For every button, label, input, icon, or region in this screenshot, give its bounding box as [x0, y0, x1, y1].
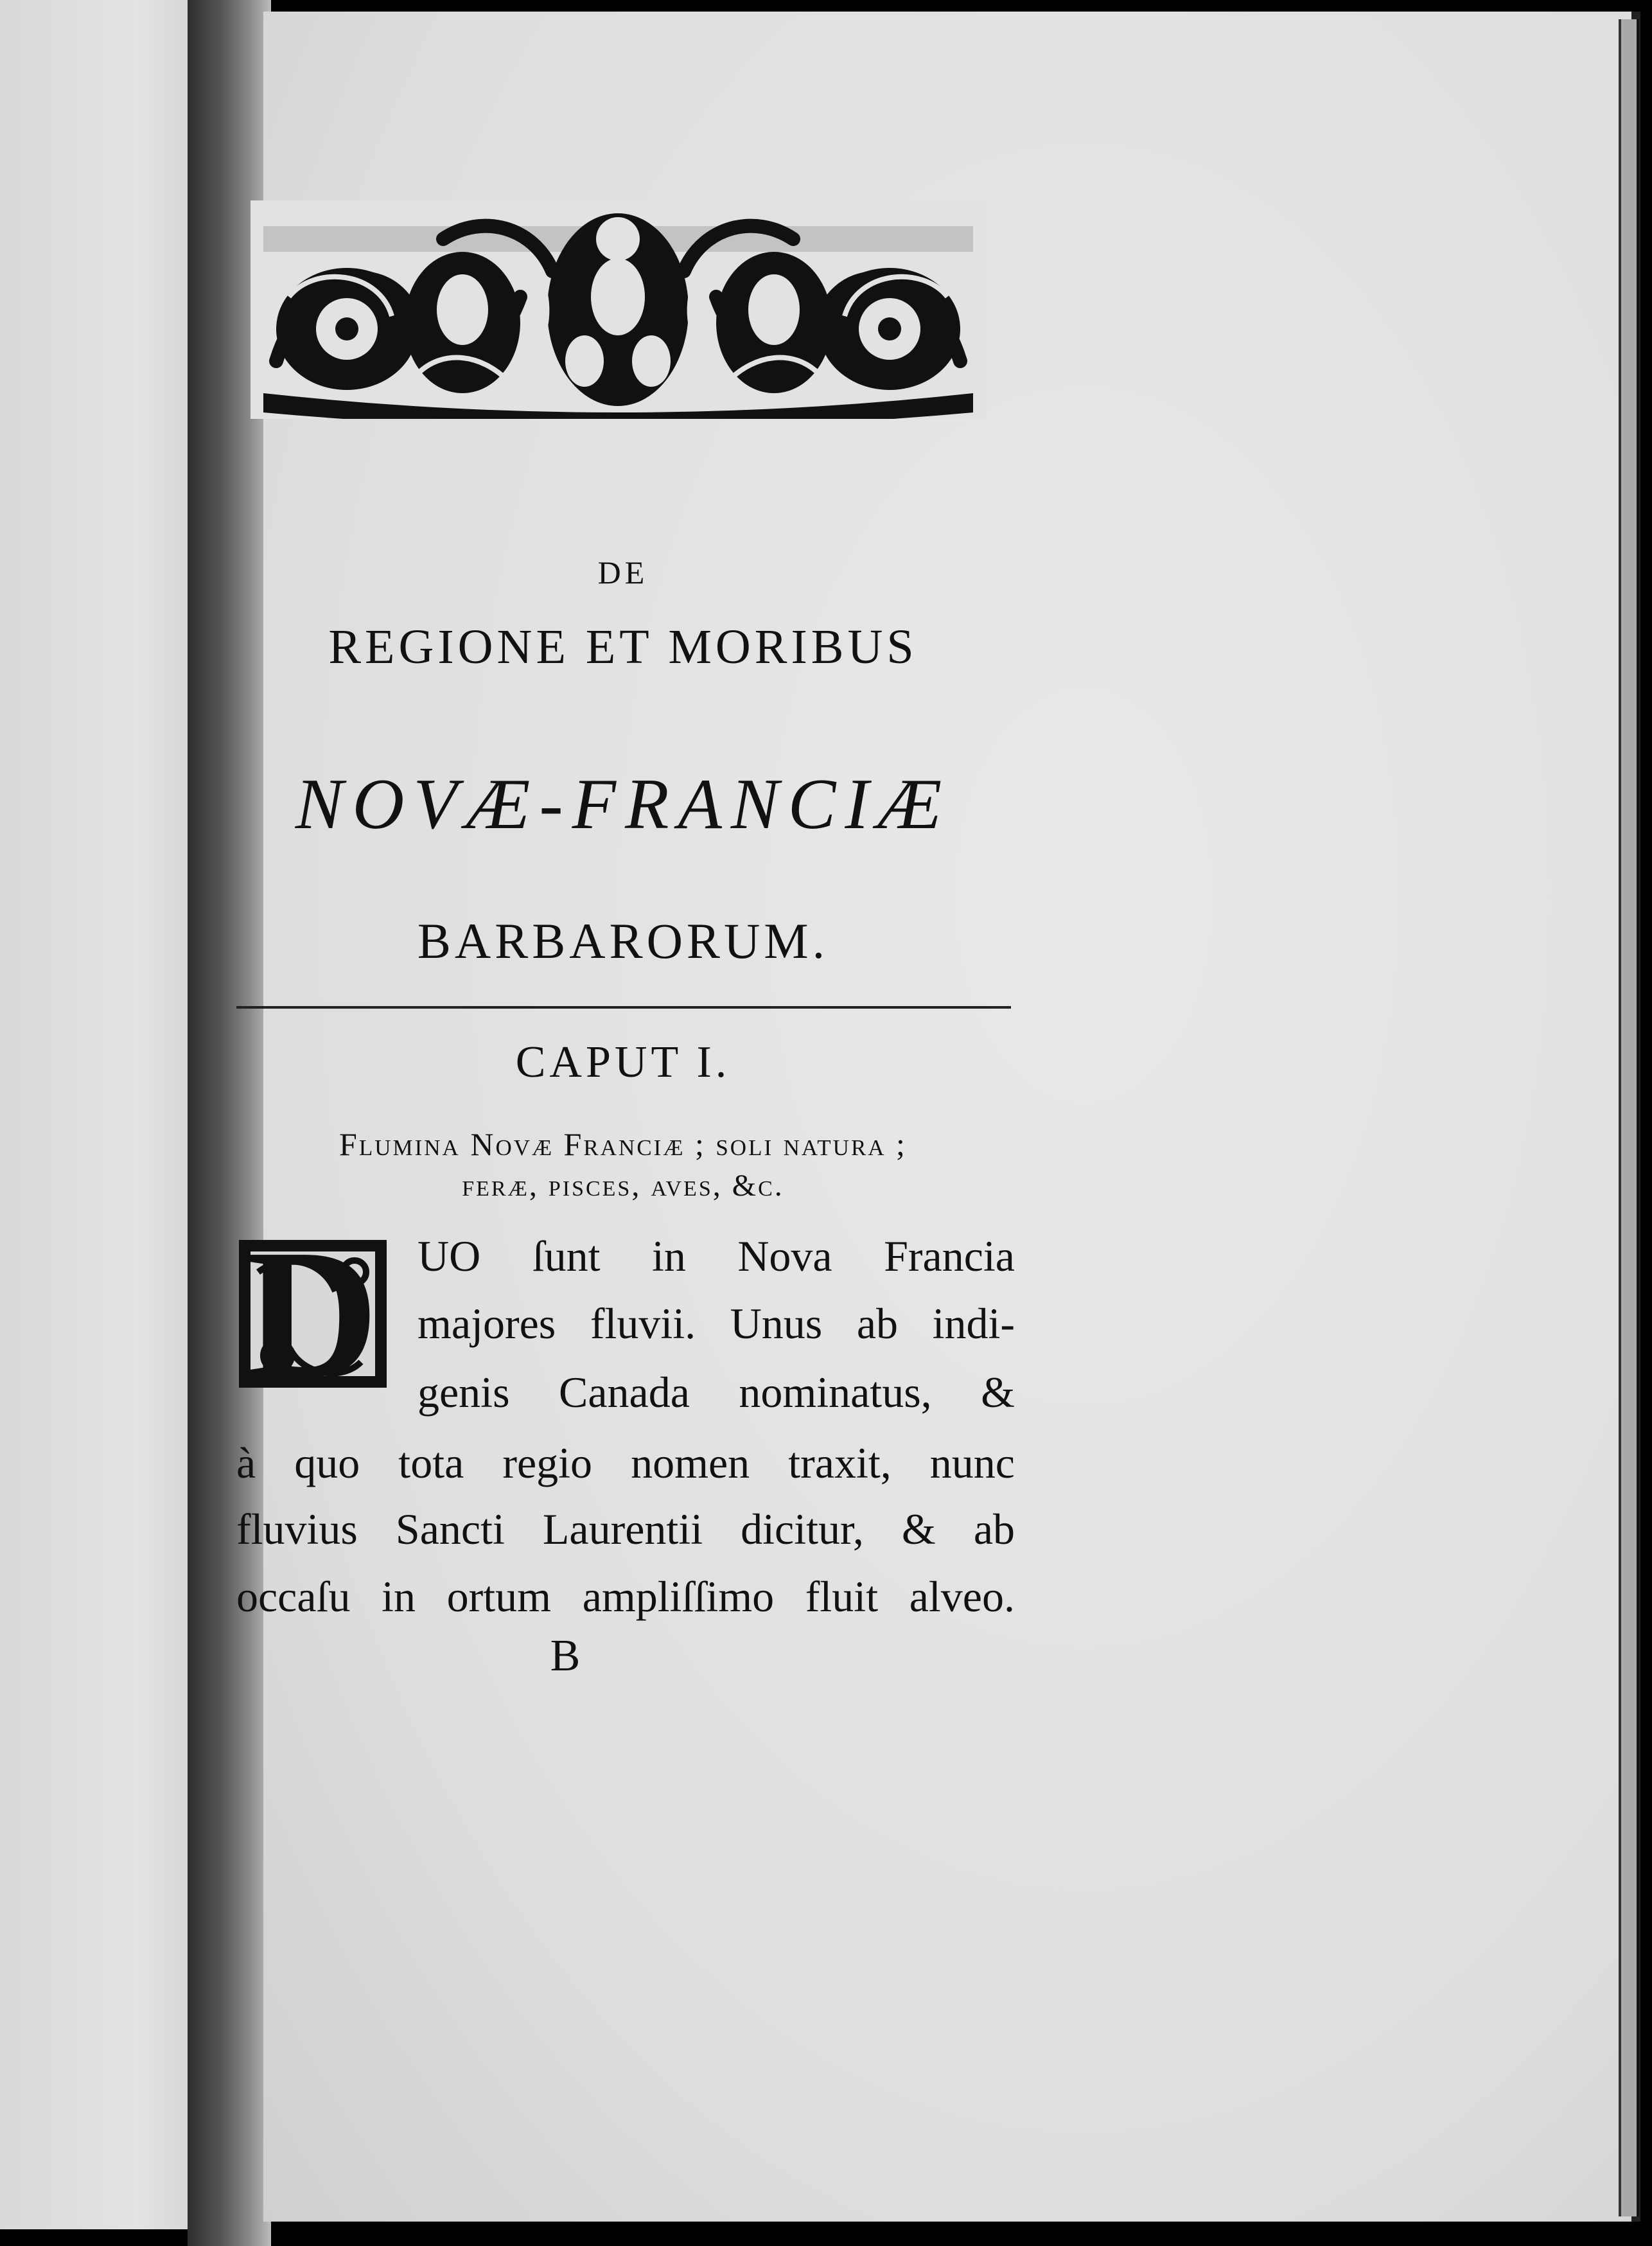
body-line: occaſu in ortum ampliſſimo fluit alveo. — [236, 1572, 1015, 1621]
chapter-summary-line-1: Flumina Novæ Franciæ ; soli natura ; — [339, 1126, 907, 1162]
horizontal-rule — [236, 1006, 1011, 1009]
drop-cap-letter: D — [244, 1211, 379, 1417]
title-prefix: DE — [597, 554, 649, 590]
body-line: majores fluvii. Unus ab indi- — [417, 1299, 1015, 1348]
ornamental-headpiece — [250, 200, 986, 419]
title-novae-franciae: NOVÆ-FRANCIÆ — [295, 765, 951, 844]
chapter-heading: CAPUT I. — [515, 1038, 731, 1087]
body-line: à quo tota regio nomen traxit, nunc — [236, 1438, 1015, 1487]
catchword: B — [550, 1631, 581, 1681]
body-line: UO ſunt in Nova Francia — [417, 1232, 1015, 1280]
body-line: genis Canada nominatus, & — [417, 1368, 1015, 1417]
body-line: fluvius Sancti Laurentii dicitur, & ab — [236, 1505, 1015, 1553]
title-barbarorum: BARBARORUM. — [417, 913, 829, 969]
chapter-summary-line-2: feræ, pisces, aves, &c. — [462, 1169, 784, 1203]
title-line-regione: REGIONE ET MORIBUS — [328, 620, 918, 674]
page-stack-edge — [1619, 19, 1639, 2216]
